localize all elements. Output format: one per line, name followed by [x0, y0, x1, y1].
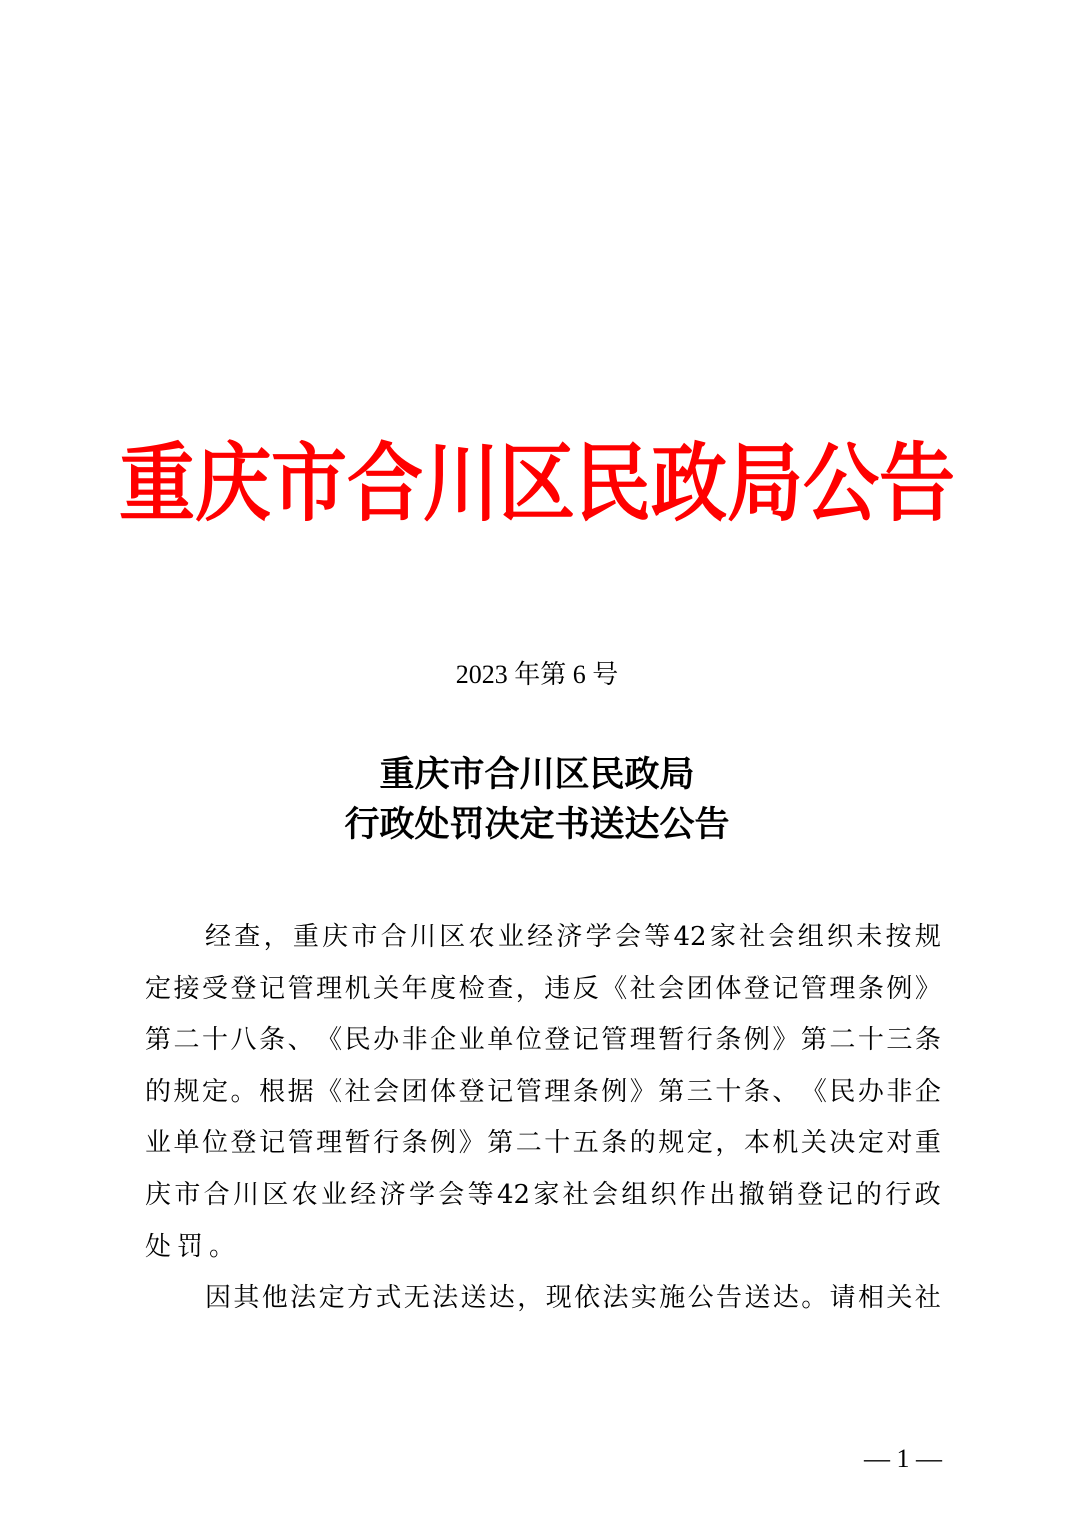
body-text-glyph: 、	[772, 1076, 799, 1107]
body-text-glyph: 业	[145, 1128, 172, 1159]
body-text-glyph: 区	[262, 1179, 289, 1210]
body-text-glyph: 办	[857, 1076, 884, 1107]
document-number: 2023 年第 6 号	[455, 660, 619, 689]
body-text-glyph: 查	[487, 973, 514, 1004]
body-text-glyph: 本	[743, 1128, 770, 1159]
body-text-glyph: 例	[601, 1076, 628, 1107]
body-text-glyph: 二	[173, 1025, 200, 1056]
body-text-glyph: 济	[556, 922, 583, 952]
body-text-glyph: 第	[487, 1128, 514, 1159]
body-text-glyph: 年	[401, 973, 428, 1004]
body-text-glyph: 定	[686, 1128, 713, 1159]
body-text-glyph: 民	[344, 1025, 371, 1056]
body-text-glyph: 会	[373, 1076, 400, 1107]
body-text-glyph: 达	[772, 1283, 799, 1314]
body-text-glyph: 重	[292, 922, 319, 952]
body-text-glyph: 暂	[344, 1128, 371, 1159]
body-text-glyph: 42	[496, 1179, 531, 1210]
document-title-line-2: 行政处罚决定书送达公告	[344, 804, 730, 845]
body-text-glyph: 作	[679, 1179, 706, 1210]
body-text-glyph: ，	[517, 1283, 544, 1314]
body-text-glyph: 记	[772, 973, 799, 1004]
body-text-glyph: 登	[230, 973, 257, 1004]
body-text-glyph: 民	[829, 1076, 856, 1107]
masthead-title: 重庆市合川区民政局公告	[119, 433, 955, 534]
body-text-glyph: 的	[629, 1128, 656, 1159]
body-text-glyph: 学	[585, 922, 612, 952]
body-text-glyph: 二	[515, 1128, 542, 1159]
body-text-glyph: 例	[430, 1128, 457, 1159]
body-text-glyph: 度	[430, 973, 457, 1004]
body-text-glyph: 农	[291, 1179, 318, 1210]
body-text-glyph: 十	[544, 1128, 571, 1159]
body-text-glyph: 非	[886, 1076, 913, 1107]
body-text-glyph: 合	[380, 922, 407, 952]
body-line	[145, 1222, 941, 1274]
body-text-glyph: 的	[145, 1076, 172, 1107]
body-text-glyph: 社	[562, 1179, 589, 1210]
body-text-glyph: 川	[232, 1179, 259, 1210]
body-text-glyph: 未	[856, 922, 883, 952]
body-text-glyph: 《	[800, 1076, 827, 1107]
body-text-glyph: 登	[743, 973, 770, 1004]
body-text-glyph: 《	[601, 973, 628, 1004]
body-text-glyph: 会	[592, 1179, 619, 1210]
body-text-glyph: 依	[574, 1283, 601, 1314]
body-text-glyph: 《	[316, 1076, 343, 1107]
body-text-glyph: 》	[458, 1128, 485, 1159]
body-text-glyph: 理	[629, 1025, 656, 1056]
body-text-glyph: 会	[768, 922, 795, 952]
body-text-glyph: 八	[230, 1025, 257, 1056]
body-text-glyph: 组	[797, 922, 824, 952]
body-text-glyph: 条	[259, 1025, 286, 1056]
body-text-glyph: 体	[715, 973, 742, 1004]
body-text-glyph: 记	[487, 1076, 514, 1107]
body-text-glyph: 达	[488, 1283, 515, 1314]
body-text-glyph: 第	[145, 1025, 172, 1056]
body-line	[145, 1015, 941, 1067]
body-text-glyph: 的	[855, 1179, 882, 1210]
body-text-glyph: 规	[173, 1076, 200, 1107]
body-text-glyph: 政	[914, 1179, 941, 1210]
body-text-glyph: 经	[527, 922, 554, 952]
body-text-glyph: 法	[290, 1283, 317, 1314]
body-text-glyph: 。	[209, 1231, 236, 1262]
body-text-glyph: 关	[373, 973, 400, 1004]
body-text-glyph: 五	[572, 1128, 599, 1159]
body-text-glyph: 条	[914, 1025, 941, 1056]
body-text-glyph: 、	[287, 1025, 314, 1056]
body-text-glyph: 记	[259, 1128, 286, 1159]
body-text-glyph: 等	[644, 922, 671, 952]
body-text-glyph: 区	[439, 922, 466, 952]
body-text-glyph: 告	[716, 1283, 743, 1314]
body-text-glyph: 例	[743, 1025, 770, 1056]
body-text-glyph: 查	[234, 922, 261, 952]
body-text-glyph: 位	[515, 1025, 542, 1056]
body-text-glyph: 机	[344, 973, 371, 1004]
body-line	[145, 964, 941, 1016]
body-text-glyph: 二	[829, 1025, 856, 1056]
body-text-glyph: 单	[173, 1128, 200, 1159]
body-text-glyph: 送	[460, 1283, 487, 1314]
body-text-glyph: 方	[346, 1283, 373, 1314]
body-text-glyph: 条	[743, 1076, 770, 1107]
body-text-glyph: 行	[686, 1025, 713, 1056]
body-text-glyph: 管	[287, 1128, 314, 1159]
body-text-glyph: 。	[230, 1076, 257, 1107]
body-text-glyph: 团	[686, 973, 713, 1004]
body-text-glyph: 管	[601, 1025, 628, 1056]
document-title	[0, 750, 1074, 850]
body-text-glyph: 登	[544, 1025, 571, 1056]
body-text-glyph: 经	[350, 1179, 377, 1210]
body-text-glyph: 法	[432, 1283, 459, 1314]
body-text-glyph: 式	[375, 1283, 402, 1314]
body-text-glyph: 等	[467, 1179, 494, 1210]
body-text-glyph: 因	[205, 1283, 232, 1314]
body-text-glyph: 。	[801, 1283, 828, 1314]
body-text-glyph: 业	[458, 1025, 485, 1056]
body-text-glyph: 销	[767, 1179, 794, 1210]
body-text-glyph: 管	[287, 973, 314, 1004]
body-text-glyph: 违	[544, 973, 571, 1004]
body-text-glyph: 社	[914, 1283, 941, 1314]
body-text-glyph: 》	[772, 1025, 799, 1056]
body-text-glyph: 条	[401, 1128, 428, 1159]
body-text-glyph: 农	[468, 922, 495, 952]
body-text-glyph: 企	[430, 1025, 457, 1056]
body-text-glyph: 管	[515, 1076, 542, 1107]
body-text-glyph: 市	[351, 922, 378, 952]
body-text-glyph: 定	[318, 1283, 345, 1314]
body-text-glyph: 团	[401, 1076, 428, 1107]
body-text-glyph: 庆	[145, 1179, 172, 1210]
body-text-glyph: 请	[829, 1283, 856, 1314]
body-text-glyph: 学	[408, 1179, 435, 1210]
body-text-glyph: 企	[914, 1076, 941, 1107]
body-text-glyph: 登	[797, 1179, 824, 1210]
body-text-glyph: 十	[202, 1025, 229, 1056]
body-text-glyph: 对	[886, 1128, 913, 1159]
body-text-glyph: 检	[458, 973, 485, 1004]
body-text-glyph: 单	[487, 1025, 514, 1056]
body-text-glyph: 川	[409, 922, 436, 952]
body-text-glyph: 会	[614, 922, 641, 952]
body-text-glyph: 公	[687, 1283, 714, 1314]
body-text-glyph: 织	[650, 1179, 677, 1210]
body-text-glyph: 例	[886, 973, 913, 1004]
body-text-glyph: 定	[857, 1128, 884, 1159]
page-number: — 1 —	[864, 1444, 942, 1473]
body-text-glyph: 体	[430, 1076, 457, 1107]
body-text-glyph: 家	[533, 1179, 560, 1210]
body-text-glyph: 家	[709, 922, 736, 952]
body-text-glyph: 业	[497, 922, 524, 952]
body-text-glyph: 出	[709, 1179, 736, 1210]
body-text-glyph: 三	[686, 1076, 713, 1107]
body-text-glyph: 理	[829, 973, 856, 1004]
body-text-glyph: 接	[173, 973, 200, 1004]
body-line	[145, 912, 941, 964]
body-text-glyph: 按	[885, 922, 912, 952]
body-text-glyph: 《	[316, 1025, 343, 1056]
body-text-glyph: 行	[373, 1128, 400, 1159]
body-text-glyph: 暂	[658, 1025, 685, 1056]
body-text-glyph: 非	[401, 1025, 428, 1056]
body-text-glyph: 42	[673, 922, 707, 952]
body-text-glyph: 社	[344, 1076, 371, 1107]
body-text-glyph: 经	[205, 922, 232, 952]
body-text-glyph: 反	[572, 973, 599, 1004]
body-line	[145, 1170, 941, 1222]
body-text-glyph: 受	[202, 973, 229, 1004]
body-text-glyph: 机	[772, 1128, 799, 1159]
body-text-glyph: 施	[659, 1283, 686, 1314]
body-text-glyph: 》	[914, 973, 941, 1004]
body-text-glyph: 理	[316, 1128, 343, 1159]
body-text-glyph: 决	[829, 1128, 856, 1159]
body-text-glyph: 业	[320, 1179, 347, 1210]
body-text-glyph: 无	[403, 1283, 430, 1314]
body-text-glyph: 行	[885, 1179, 912, 1210]
body-text-glyph: 他	[261, 1283, 288, 1314]
body-text-glyph: 条	[572, 1076, 599, 1107]
body-text-glyph: 社	[629, 973, 656, 1004]
body-text-glyph: 其	[233, 1283, 260, 1314]
body-text-glyph: 社	[739, 922, 766, 952]
body-text-glyph: 第	[658, 1076, 685, 1107]
body-text-glyph: 济	[379, 1179, 406, 1210]
body-text-glyph: 实	[630, 1283, 657, 1314]
body-text-glyph: 法	[602, 1283, 629, 1314]
body-text-glyph: 理	[544, 1076, 571, 1107]
body-text-glyph: ，	[263, 922, 290, 952]
body-text-glyph: 会	[438, 1179, 465, 1210]
body-text-glyph: 处	[145, 1231, 172, 1262]
body-text-glyph: 会	[658, 973, 685, 1004]
body-text-glyph: 》	[629, 1076, 656, 1107]
body-line	[145, 1118, 941, 1170]
body-text-glyph: 三	[886, 1025, 913, 1056]
body-text-glyph: 第	[800, 1025, 827, 1056]
body-text-glyph: 登	[458, 1076, 485, 1107]
body-text-glyph: 定	[145, 973, 172, 1004]
body-text-glyph: 组	[621, 1179, 648, 1210]
body-text-glyph: 合	[203, 1179, 230, 1210]
body-line	[145, 1273, 941, 1325]
body-line	[145, 1067, 941, 1119]
body-text-glyph: ，	[515, 973, 542, 1004]
body-text-glyph: 登	[230, 1128, 257, 1159]
body-text-glyph: 十	[857, 1025, 884, 1056]
body-text-glyph: 规	[914, 922, 941, 952]
body-text-glyph: 位	[202, 1128, 229, 1159]
body-text-glyph: 记	[259, 973, 286, 1004]
body-text-glyph: 相	[857, 1283, 884, 1314]
body-text-glyph: 罚	[177, 1231, 204, 1262]
body-text-glyph: 规	[658, 1128, 685, 1159]
body-text-glyph: 条	[601, 1128, 628, 1159]
body-text-glyph: 市	[174, 1179, 201, 1210]
body-text-glyph: 现	[545, 1283, 572, 1314]
document-title-line-1: 重庆市合川区民政局	[379, 754, 695, 795]
body-text-glyph: 条	[715, 1025, 742, 1056]
body-text-glyph: 记	[826, 1179, 853, 1210]
body-text-glyph: 关	[886, 1283, 913, 1314]
body-text-glyph: 关	[800, 1128, 827, 1159]
body-text-glyph: 重	[914, 1128, 941, 1159]
body-text-glyph: 记	[572, 1025, 599, 1056]
body-text-glyph: 管	[800, 973, 827, 1004]
body-text-glyph: 定	[202, 1076, 229, 1107]
body-text-glyph: 织	[826, 922, 853, 952]
body-text-glyph: 撤	[738, 1179, 765, 1210]
body-text-glyph: ，	[715, 1128, 742, 1159]
body-text-glyph: 条	[857, 973, 884, 1004]
body-text	[145, 912, 941, 1325]
body-text-glyph: 十	[715, 1076, 742, 1107]
body-text-glyph: 根	[259, 1076, 286, 1107]
body-text-glyph: 办	[373, 1025, 400, 1056]
body-text-glyph: 据	[287, 1076, 314, 1107]
body-text-glyph: 送	[744, 1283, 771, 1314]
body-text-glyph: 理	[316, 973, 343, 1004]
body-text-glyph: 庆	[322, 922, 349, 952]
